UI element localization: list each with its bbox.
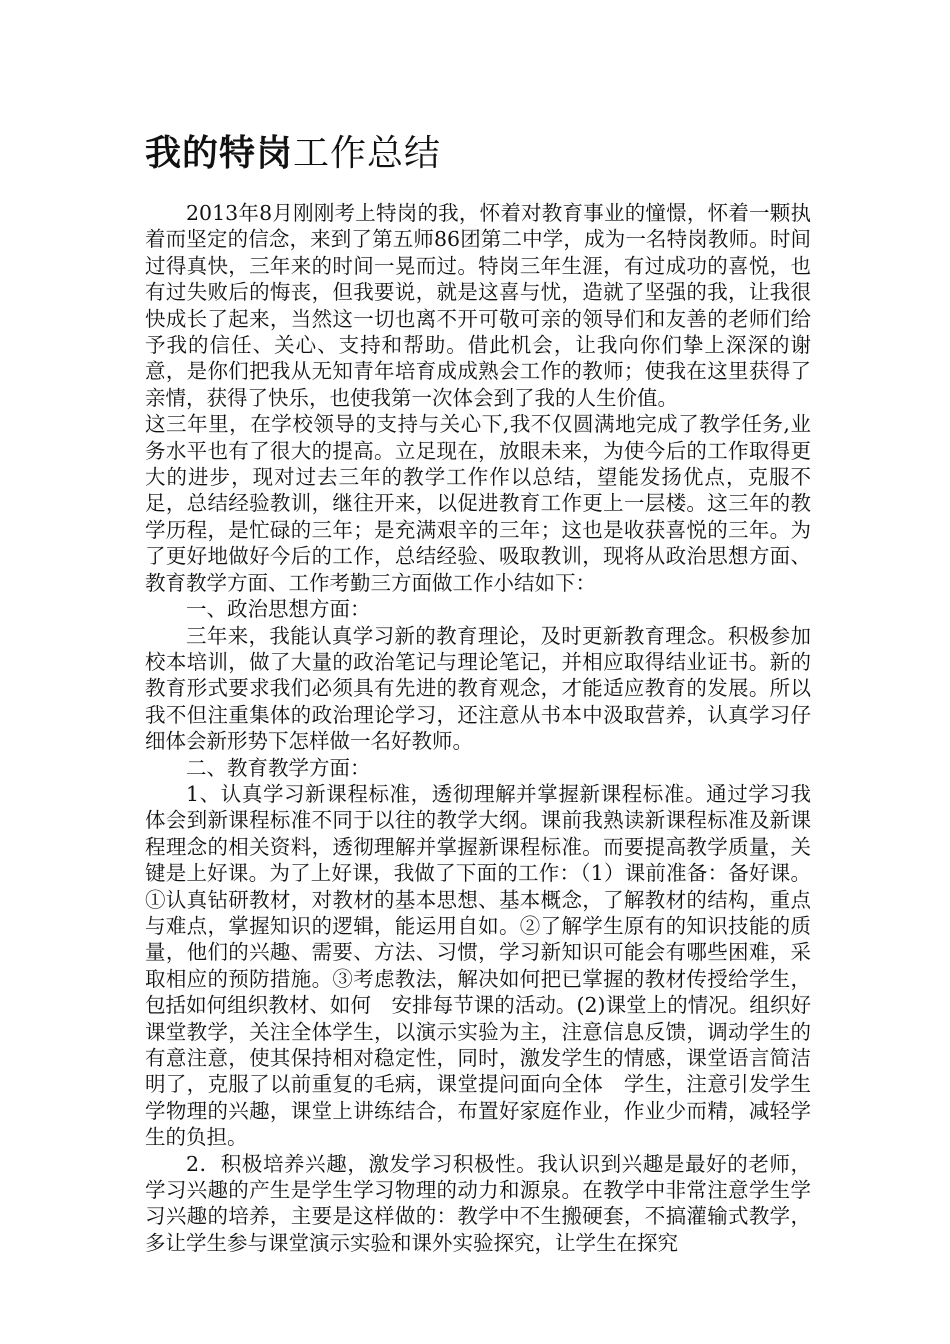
paragraph-summary-purpose: 这三年里，在学校领导的支持与关心下,我不仅圆满地完成了教学任务,业务水平也有了很大的提高。立足现在，放眼未来，为使今后的工作取得更大的进步，现对过去三年的教学工作作以总结，望能发扬优点，克服不足，总结经验教训，继往开来，以促进教育工作更上一层楼。这三年的教学历程，是忙碌的三年；是充满艰辛的三年；这也是收获喜悦的三年。为了更好地做好今后的工作，总结经验、吸取教训，现将从政治思想方面、教育教学方面、工作考勤三方面做工作小结如下：: [145, 412, 811, 595]
paragraph-intro: 2013年8月刚刚考上特岗的我，怀着对教育事业的憧憬，怀着一颗执着而坚定的信念，来到了第五师86团第二中学，成为一名特岗教师。时间过得真快，三年来的时间一晃而过。特岗三年生涯，有过成功的喜悦，也有过失败后的悔丧，但我要说，就是这喜与忧，造就了坚强的我，让我很快成长了起来，当然这一切也离不开可敬可亲的领导们和友善的老师们给予我的信任、关心、支持和帮助。借此机会，让我向你们挚上深深的谢意，是你们把我从无知青年培育成成熟会工作的教师；使我在这里获得了亲情，获得了快乐，也使我第一次体会到了我的人生价值。: [145, 201, 811, 410]
document-page: [145, 128, 811, 1256]
paragraph-teaching-2: 2．积极培养兴趣，激发学习积极性。我认识到兴趣是最好的老师，学习兴趣的产生是学生学习物理的动力和源泉。在教学中非常注意学生学习兴趣的培养，主要是这样做的：教学中不生搬硬套，不搞灌输式教学，多让学生参与课堂演示实验和课外实验探究，让学生在探究: [145, 1151, 811, 1255]
section-heading-teaching: 二、教育教学方面：: [186, 755, 371, 780]
paragraph-teaching-1: 1、认真学习新课程标准，透彻理解并掌握新课程标准。通过学习我体会到新课程标准不同于以往的教学大纲。课前我熟读新课程标准及新课程理念的相关资料，透彻理解并掌握新课程标准。而要提高教学质量，关键是上好课。为了上好课，我做了下面的工作：（1）课前准备：备好课。①认真钻研教材，对教材的基本思想、基本概念，了解教材的结构，重点与难点，掌握知识的逻辑，能运用自如。②了解学生原有的知识技能的质量，他们的兴趣、需要、方法、习惯，学习新知识可能会有哪些困难，采取相应的预防措施。③考虑教法，解决如何把已掌握的教材传授给学生，包括如何组织教材、如何 安排每节课的活动。(2)课堂上的情况。组织好课堂教学，关注全体学生，以演示实验为主，注意信息反馈，调动学生的有意注意，使其保持相对稳定性，同时，激发学生的情感，课堂语言简洁明了，克服了以前重复的毛病，课堂提问面向全体 学生，注意引发学生学物理的兴趣，课堂上讲练结合，布置好家庭作业，作业少而精，减轻学生的负担。: [145, 781, 811, 1150]
document-title: [145, 128, 811, 179]
section-heading-political: 一、政治思想方面：: [186, 597, 371, 622]
title-regular-part: 工作总结: [293, 133, 442, 174]
title-bold-part: 我的特岗: [145, 132, 294, 174]
paragraph-political: 三年来，我能认真学习新的教育理论，及时更新教育理念。积极参加校本培训，做了大量的政治笔记与理论笔记，并相应取得结业证书。新的教育形式要求我们必须具有先进的教育观念，才能适应教育的发展。所以我不但注重集体的政治理论学习，还注意从书本中汲取营养，认真学习仔细体会新形势下怎样做一名好教师。: [145, 623, 811, 754]
